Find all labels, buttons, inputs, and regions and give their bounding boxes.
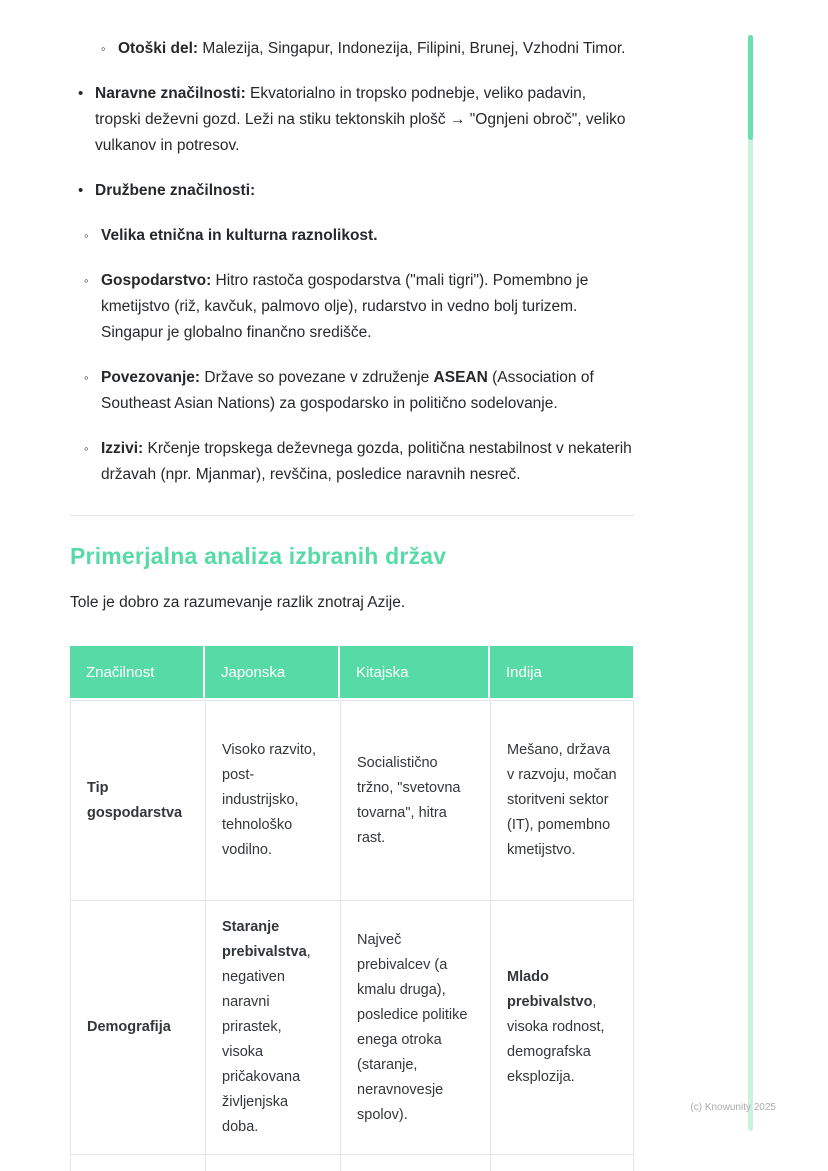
cell-bold-text: Staranje prebivalstva bbox=[222, 919, 307, 960]
table-body bbox=[70, 700, 634, 1171]
circle-bullet-icon bbox=[84, 365, 101, 417]
section-divider bbox=[70, 515, 634, 516]
table-header-row bbox=[70, 646, 633, 698]
list-item-rest: Hitro rastoča gospodarstva ("mali tigri"). Pomembno je kmetijstvo (riž, kavčuk, palmovo olje), rudarstvo in vedno bolj turizem. Singapur je globalno finančno središče. bbox=[101, 272, 589, 341]
table-row-partial bbox=[71, 1155, 634, 1171]
list-item-otoski-del bbox=[70, 36, 634, 62]
list-item-text bbox=[101, 436, 634, 488]
table-cell-japonska bbox=[206, 901, 341, 1155]
circle-bullet-icon bbox=[84, 436, 101, 488]
list-item-lead: Gospodarstvo: bbox=[101, 272, 212, 289]
table-cell-kitajska: Največ prebivalcev (a kmalu druga), posledice politike enega otroka (staranje, neravnovesje spolov). bbox=[341, 901, 491, 1155]
list-item-povezovanje bbox=[53, 365, 634, 417]
list-item-lead: Povezovanje: bbox=[101, 369, 201, 386]
list-item-text bbox=[95, 81, 634, 159]
cell-bold-text: Mlado prebivalstvo bbox=[507, 969, 593, 1010]
section-heading: Primerjalna analiza izbranih držav bbox=[70, 543, 447, 569]
circle-bullet-icon bbox=[84, 223, 101, 249]
list-item-text bbox=[101, 365, 634, 417]
table-cell-empty bbox=[206, 1155, 341, 1171]
scrollbar-track[interactable] bbox=[748, 35, 753, 1131]
list-item-bold-word: ASEAN bbox=[433, 369, 488, 386]
list-item-rest: Ekvatorialno in tropsko podnebje, veliko padavin, tropski deževni gozd. Leži na stiku tektonskih plošč → "Ognjeni obroč", veliko vulkanov in potresov. bbox=[95, 85, 626, 154]
table-cell-row-label: Tip gospodarstva bbox=[71, 701, 206, 901]
list-item-text bbox=[101, 223, 634, 249]
list-item-rest: Krčenje tropskega deževnega gozda, politična nestabilnost v nekaterih državah (npr. Mjanmar), revščina, posledice naravnih nesreč. bbox=[101, 440, 632, 483]
table-header-kitajska: Kitajska bbox=[340, 646, 488, 698]
list-item-rest: (Association of Southeast Asian Nations) za gospodarsko in politično sodelovanje. bbox=[101, 369, 594, 412]
list-item-gospodarstvo bbox=[53, 268, 634, 346]
circle-bullet-icon bbox=[84, 268, 101, 346]
list-item-izzivi bbox=[53, 436, 634, 488]
list-item-text bbox=[95, 178, 634, 488]
cell-text: , negativen naravni prirastek, visoka pričakovana življenjska doba. bbox=[222, 944, 311, 1135]
scrollbar-thumb[interactable] bbox=[748, 35, 753, 140]
list-item-lead: Izzivi: bbox=[101, 440, 144, 457]
table-cell-japonska: Visoko razvito, post-industrijsko, tehnološko vodilno. bbox=[206, 701, 341, 901]
table-cell-kitajska: Socialistično tržno, "svetovna tovarna", hitra rast. bbox=[341, 701, 491, 901]
table-cell-empty bbox=[491, 1155, 634, 1171]
table-row-tip-gospodarstva bbox=[71, 701, 634, 901]
comparison-table bbox=[70, 646, 633, 1171]
intro-paragraph: Tole je dobro za razumevanje razlik znotraj Azije. bbox=[70, 594, 406, 611]
table-cell-indija: Mešano, država v razvoju, močan storitveni sektor (IT), pomembno kmetijstvo. bbox=[491, 701, 634, 901]
cell-text: , visoka rodnost, demografska eksplozija. bbox=[507, 994, 605, 1085]
table-header-japonska: Japonska bbox=[205, 646, 338, 698]
list-item-lead: Otoški del: bbox=[118, 40, 199, 57]
circle-bullet-icon bbox=[101, 36, 118, 62]
list-item-lead: Velika etnična in kulturna raznolikost. bbox=[101, 227, 378, 244]
table-header-indija: Indija bbox=[490, 646, 633, 698]
bullet-icon bbox=[78, 81, 95, 159]
list-item-lead: Naravne značilnosti: bbox=[95, 85, 246, 102]
table-header-znacilnost: Značilnost bbox=[70, 646, 203, 698]
document-content bbox=[70, 36, 634, 1171]
list-item-rest: Države so povezane v združenje bbox=[200, 369, 434, 386]
list-item-druzbene-znacilnosti bbox=[70, 178, 634, 488]
list-item-rest: Malezija, Singapur, Indonezija, Filipini, Brunej, Vzhodni Timor. bbox=[198, 40, 626, 57]
table-cell-row-label: Demografija bbox=[71, 901, 206, 1155]
list-item-naravne-znacilnosti bbox=[70, 81, 634, 159]
table-row-demografija bbox=[71, 901, 634, 1155]
list-item-text bbox=[118, 36, 634, 62]
table-cell-indija bbox=[491, 901, 634, 1155]
watermark: (c) Knowunity 2025 bbox=[690, 1102, 776, 1113]
sublist-druzbene bbox=[53, 223, 634, 488]
list-item-velika-raznolikost bbox=[53, 223, 634, 249]
list-item-lead: Družbene značilnosti: bbox=[95, 182, 256, 199]
table-cell-empty bbox=[341, 1155, 491, 1171]
list-item-text bbox=[101, 268, 634, 346]
table-cell-empty bbox=[71, 1155, 206, 1171]
